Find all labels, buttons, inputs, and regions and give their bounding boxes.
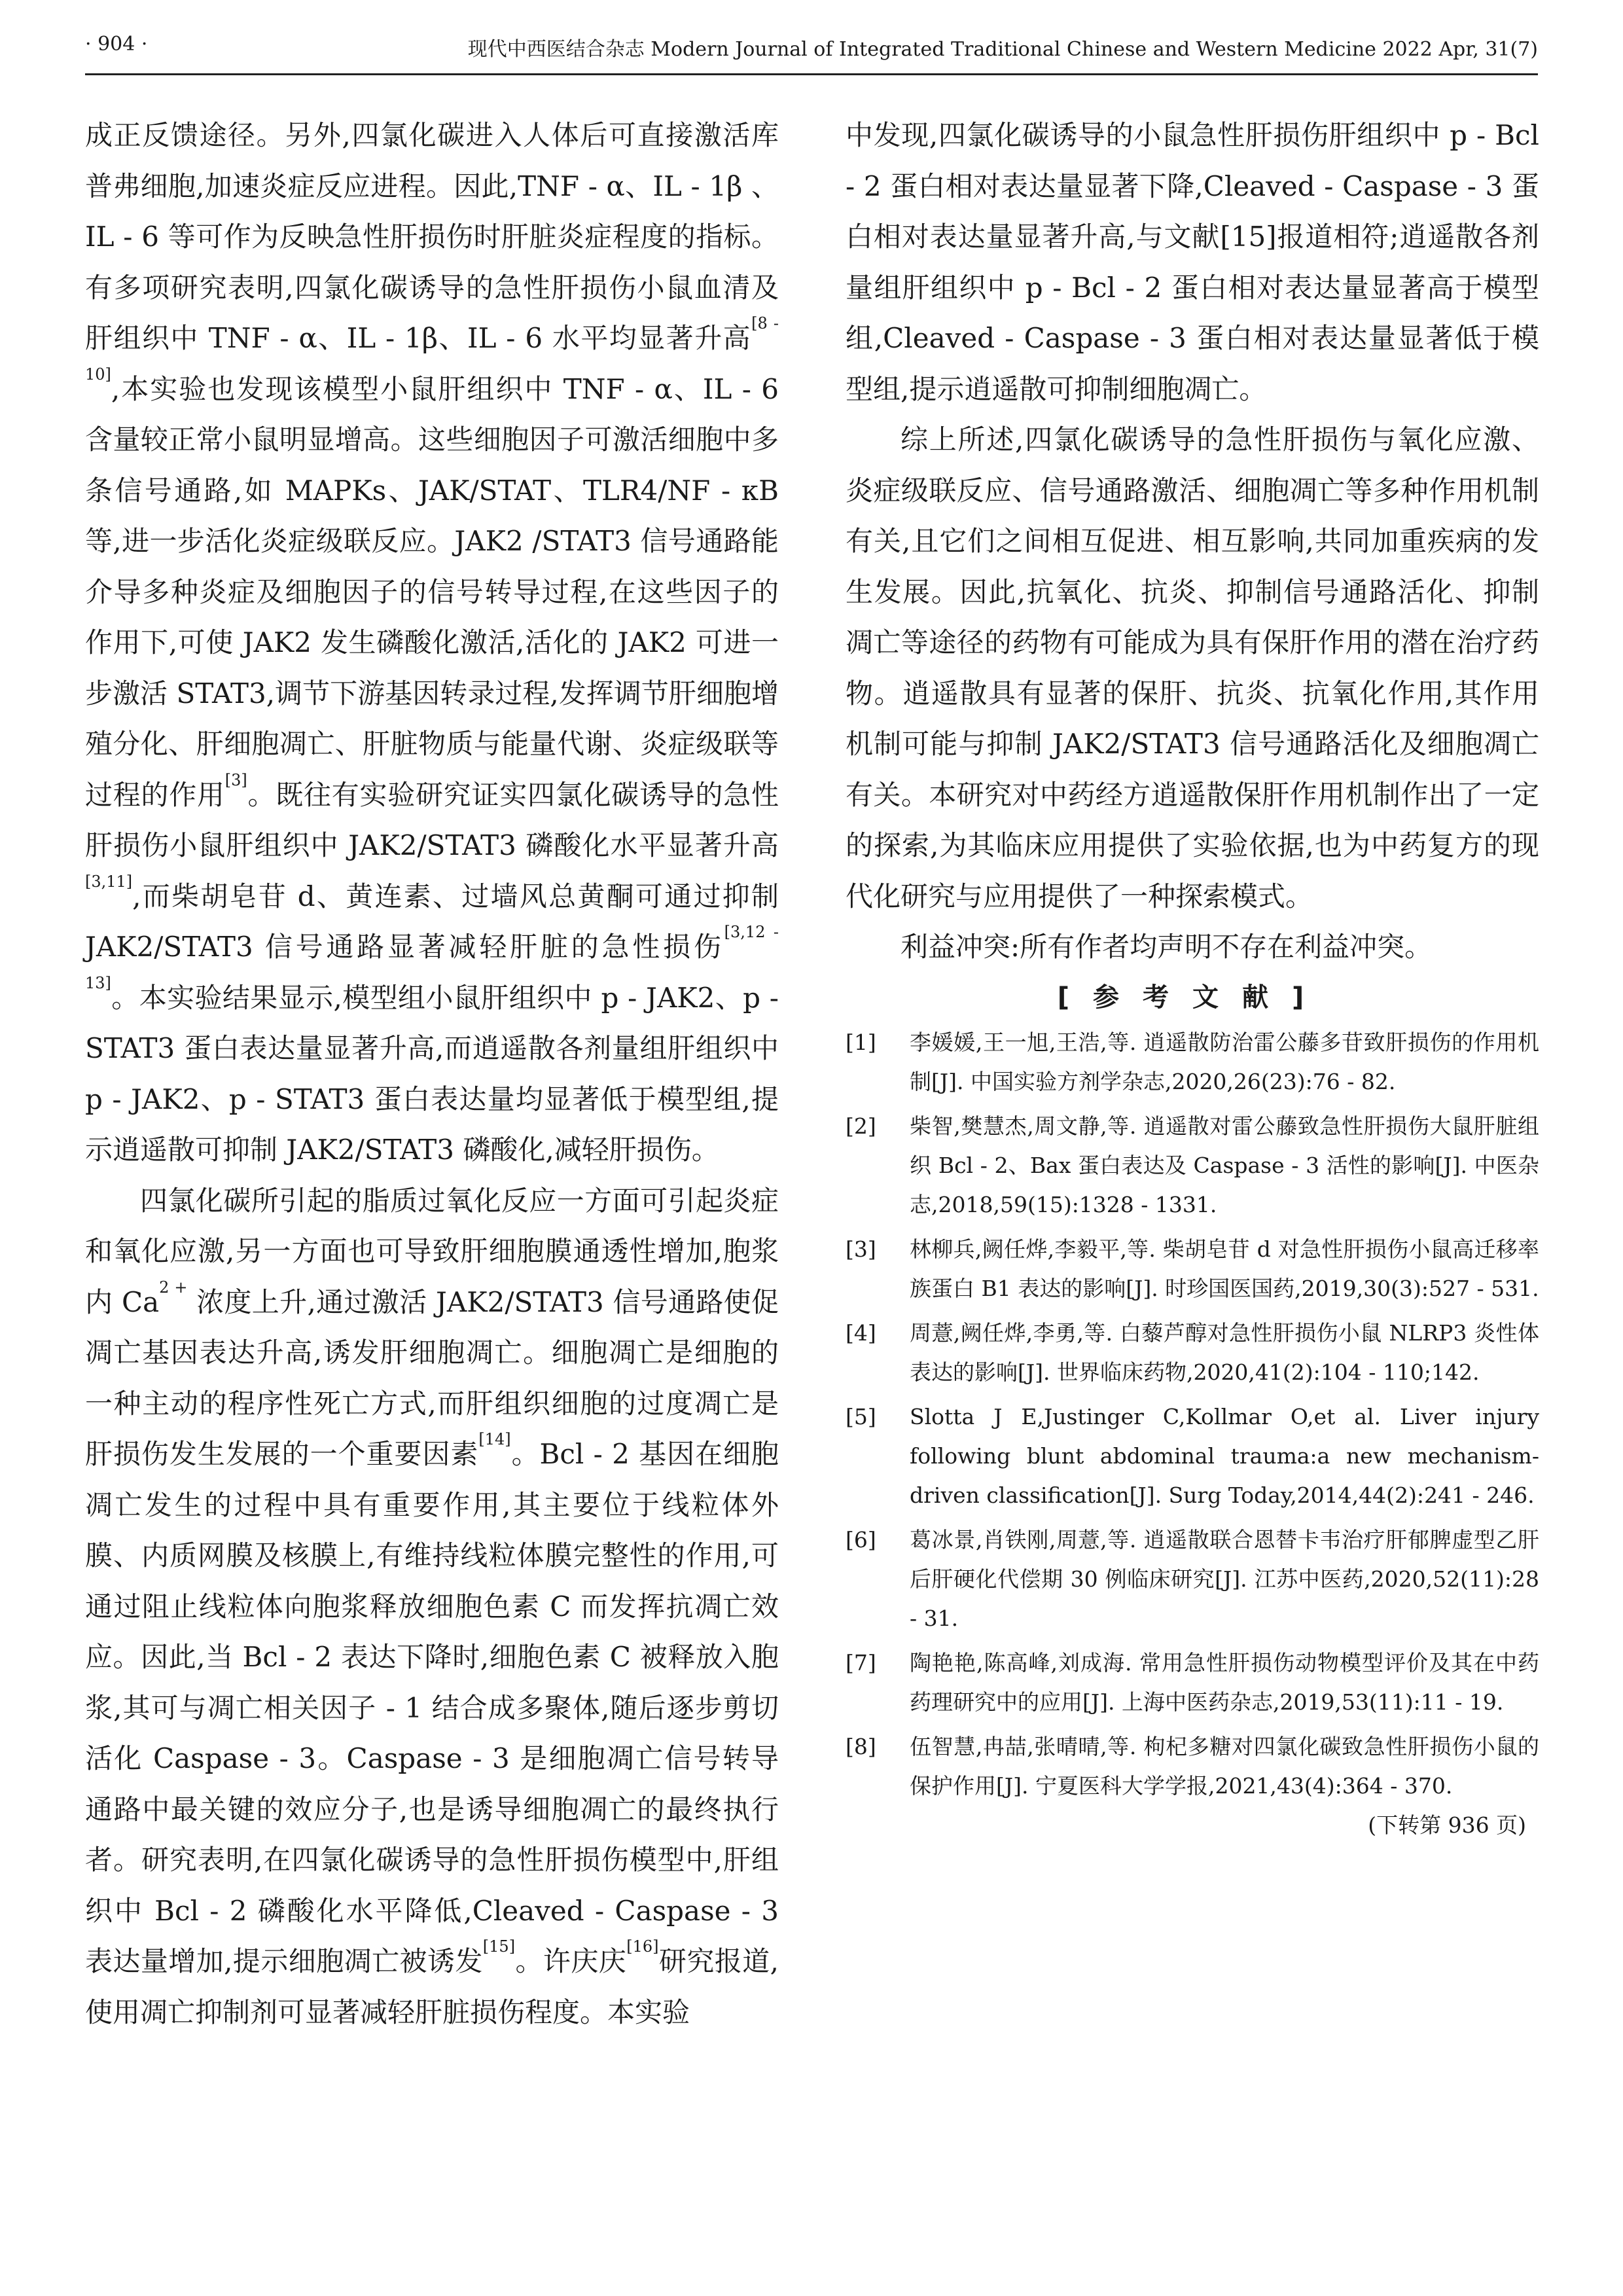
reference-item (846, 1727, 1539, 1845)
reference-number: [3] (846, 1236, 876, 1262)
text-run: ,而柴胡皂苷 d、黄连素、过墙风总黄酮可通过抑制 JAK2/STAT3 信号通路显著减轻肝脏的急性损伤 (85, 880, 779, 963)
text-run: 。Bcl - 2 基因在细胞凋亡发生的过程中具有重要作用,其主要位于线粒体外膜、内质网膜及核膜上,有维持线粒体膜完整性的作用,可通过阻止线粒体向胞浆释放细胞色素 C 而发挥抗凋亡效应。因此,当 Bcl - 2 表达下降时,细胞色素 C 被释放入胞浆,其可与凋亡相关因子 - 1 结合成多聚体,随后逐步剪切活化 Caspase - 3。Caspase - 3 是细胞凋亡信号转导通路中最关键的效应分子,也是诱导细胞凋亡的最终执行者。研究表明,在四氯化碳诱导的急性肝损伤模型中,肝组织中 Bcl - 2 磷酸化水平降低,Cleaved - Caspase - 3 表达量增加,提示细胞凋亡被诱发 (85, 1438, 779, 1977)
superscript: 2 + (159, 1278, 188, 1297)
paragraph-apoptosis (85, 1175, 779, 2038)
reference-text: 林柳兵,阙任烨,李毅平,等. 柴胡皂苷 d 对急性肝损伤小鼠高迁移率族蛋白 B1 表达的影响[J]. 时珍国医国药,2019,30(3):527 - 531. (910, 1236, 1539, 1301)
text-run: 浓度上升,通过激活 JAK2/STAT3 信号通路使促凋亡基因表达升高,诱发肝细胞凋亡。细胞凋亡是细胞的一种主动的程序性死亡方式,而肝组织细胞的过度凋亡是肝损伤发生发展的一个重要因素 (85, 1285, 779, 1470)
citation: [14] (478, 1430, 511, 1448)
reference-text: 葛冰景,肖铁刚,周薏,等. 逍遥散联合恩替卡韦治疗肝郁脾虚型乙肝后肝硬化代偿期 30 例临床研究[J]. 江苏中医药,2020,52(11):28 - 31. (910, 1526, 1539, 1631)
text-run: 成正反馈途径。另外,四氯化碳进入人体后可直接激活库普弗细胞,加速炎症反应进程。因此,TNF - α、IL - 1β 、IL - 6 等可作为反映急性肝损伤时肝脏炎症程度的指标。有多项研究表明,四氯化碳诱导的急性肝损伤小鼠血清及肝组织中 TNF - α、IL - 1β、IL - 6 水平均显著升高 (85, 119, 779, 354)
paragraph-conclusion: 综上所述,四氯化碳诱导的急性肝损伤与氧化应激、炎症级联反应、信号通路激活、细胞凋亡等多种作用机制有关,且它们之间相互促进、相互影响,共同加重疾病的发生发展。因此,抗氧化、抗炎、抑制信号通路活化、抑制凋亡等途径的药物有可能成为具有保肝作用的潜在治疗药物。逍遥散具有显著的保肝、抗炎、抗氧化作用,其作用机制可能与抑制 JAK2/STAT3 信号通路活化及细胞凋亡有关。本研究对中药经方逍遥散保肝作用机制作出了一定的探索,为其临床应用提供了实验依据,也为中药复方的现代化研究与应用提供了一种探索模式。 (846, 423, 1539, 912)
text-run: 。既往有实验研究证实四氯化碳诱导的急性肝损伤小鼠肝组织中 JAK2/STAT3 磷酸化水平显著升高 (85, 778, 779, 861)
reference-text: 李媛媛,王一旭,王浩,等. 逍遥散防治雷公藤多苷致肝损伤的作用机制[J]. 中国实验方剂学杂志,2020,26(23):76 - 82. (910, 1029, 1539, 1094)
page-number: · 904 · (85, 33, 148, 56)
reference-number: [8] (846, 1733, 876, 1759)
citation: [3] (224, 770, 247, 789)
reference-number: [2] (846, 1113, 876, 1139)
reference-list (846, 1023, 1539, 1845)
reference-number: [4] (846, 1319, 876, 1346)
text-run: 。许庆庆 (515, 1945, 627, 1977)
text-run: 。本实验结果显示,模型组小鼠肝组织中 p - JAK2、p - STAT3 蛋白表达量显著升高,而逍遥散各剂量组肝组织中 p - JAK2、p - STAT3 蛋白表达量均显著低于模型组,提示逍遥散可抑制 JAK2/STAT3 磷酸化,减轻肝损伤。 (85, 981, 779, 1166)
reference-text: 伍智慧,冉喆,张晴晴,等. 枸杞多糖对四氯化碳致急性肝损伤小鼠的保护作用[J]. 宁夏医科大学学报,2021,43(4):364 - 370. (910, 1733, 1539, 1799)
text-run: 研究报道,使用凋亡抑制剂可显著减轻肝脏损伤程度。本实验 (85, 1945, 779, 2028)
paragraph-inflammation (85, 110, 779, 1175)
citation: [16] (626, 1937, 659, 1956)
reference-item (846, 1023, 1539, 1102)
reference-text: 陶艳艳,陈高峰,刘成海. 常用急性肝损伤动物模型评价及其在中药药理研究中的应用[J]. 上海中医药杂志,2019,53(11):11 - 19. (910, 1649, 1539, 1715)
reference-item (846, 1643, 1539, 1722)
reference-text-wrap (910, 1727, 1539, 1845)
right-column (846, 110, 1539, 2257)
continued-on-note: (下转第 936 页) (1368, 1812, 1526, 1838)
journal-title: 现代中西医结合杂志 Modern Journal of Integrated Traditional Chinese and Western Medicine 2022 Apr, 31(7) (467, 38, 1538, 61)
left-column (85, 110, 779, 2257)
citation: [8 - 10] (85, 314, 779, 384)
reference-number: [1] (846, 1029, 876, 1055)
citation: [3,12 - 13] (85, 923, 779, 992)
paragraph-continued: 中发现,四氯化碳诱导的小鼠急性肝损伤肝组织中 p - Bcl - 2 蛋白相对表达量显著下降,Cleaved - Caspase - 3 蛋白相对表达量显著升高,与文献[15]报道相符;逍遥散各剂量组肝组织中 p - Bcl - 2 蛋白相对表达量显著高于模型组,Cleaved - Caspase - 3 蛋白相对表达量显著低于模型组,提示逍遥散可抑制细胞凋亡。 (846, 119, 1539, 405)
citation: [3,11] (85, 872, 133, 891)
conflict-of-interest: 利益冲突:所有作者均声明不存在利益冲突。 (901, 931, 1433, 963)
reference-item (846, 1520, 1539, 1638)
reference-item (846, 1230, 1539, 1308)
reference-number: [6] (846, 1526, 876, 1552)
reference-text: Slotta J E,Justinger C,Kollmar O,et al. Liver injury following blunt abdominal trauma:a new mechanism-driven classification[J]. Surg Today,2014,44(2):241 - 246. (910, 1403, 1539, 1508)
citation: [15] (482, 1937, 516, 1956)
reference-number: [5] (846, 1403, 876, 1429)
references-heading: [参考文献] (1057, 982, 1328, 1013)
reference-text: 柴智,樊慧杰,周文静,等. 逍遥散对雷公藤致急性肝损伤大鼠肝脏组织 Bcl - 2、Bax 蛋白表达及 Caspase - 3 活性的影响[J]. 中医杂志,2018,59(15):1328 - 1331. (910, 1113, 1539, 1217)
reference-number: [7] (846, 1649, 876, 1676)
text-run: 四氯化碳所引起的脂质过氧化反应一方面可引起炎症和氧化应激,另一方面也可导致肝细胞膜通透性增加,胞浆内 Ca (85, 1184, 779, 1318)
reference-item (846, 1107, 1539, 1225)
text-run: ,本实验也发现该模型小鼠肝组织中 TNF - α、IL - 6 含量较正常小鼠明显增高。这些细胞因子可激活细胞中多条信号通路,如 MAPKs、JAK/STAT、TLR4/NF - κB 等,进一步活化炎症级联反应。JAK2 /STAT3 信号通路能介导多种炎症及细胞因子的信号转导过程,在这些因子的作用下,可使 JAK2 发生磷酸化激活,活化的 JAK2 可进一步激活 STAT3,调节下游基因转录过程,发挥调节肝细胞增殖分化、肝细胞凋亡、肝脏物质与能量代谢、炎症级联等过程的作用 (85, 372, 779, 811)
running-header (85, 26, 1538, 75)
reference-item (846, 1397, 1539, 1515)
reference-item (846, 1314, 1539, 1392)
reference-text: 周薏,阙任烨,李勇,等. 白藜芦醇对急性肝损伤小鼠 NLRP3 炎性体表达的影响[J]. 世界临床药物,2020,41(2):104 - 110;142. (910, 1319, 1539, 1385)
